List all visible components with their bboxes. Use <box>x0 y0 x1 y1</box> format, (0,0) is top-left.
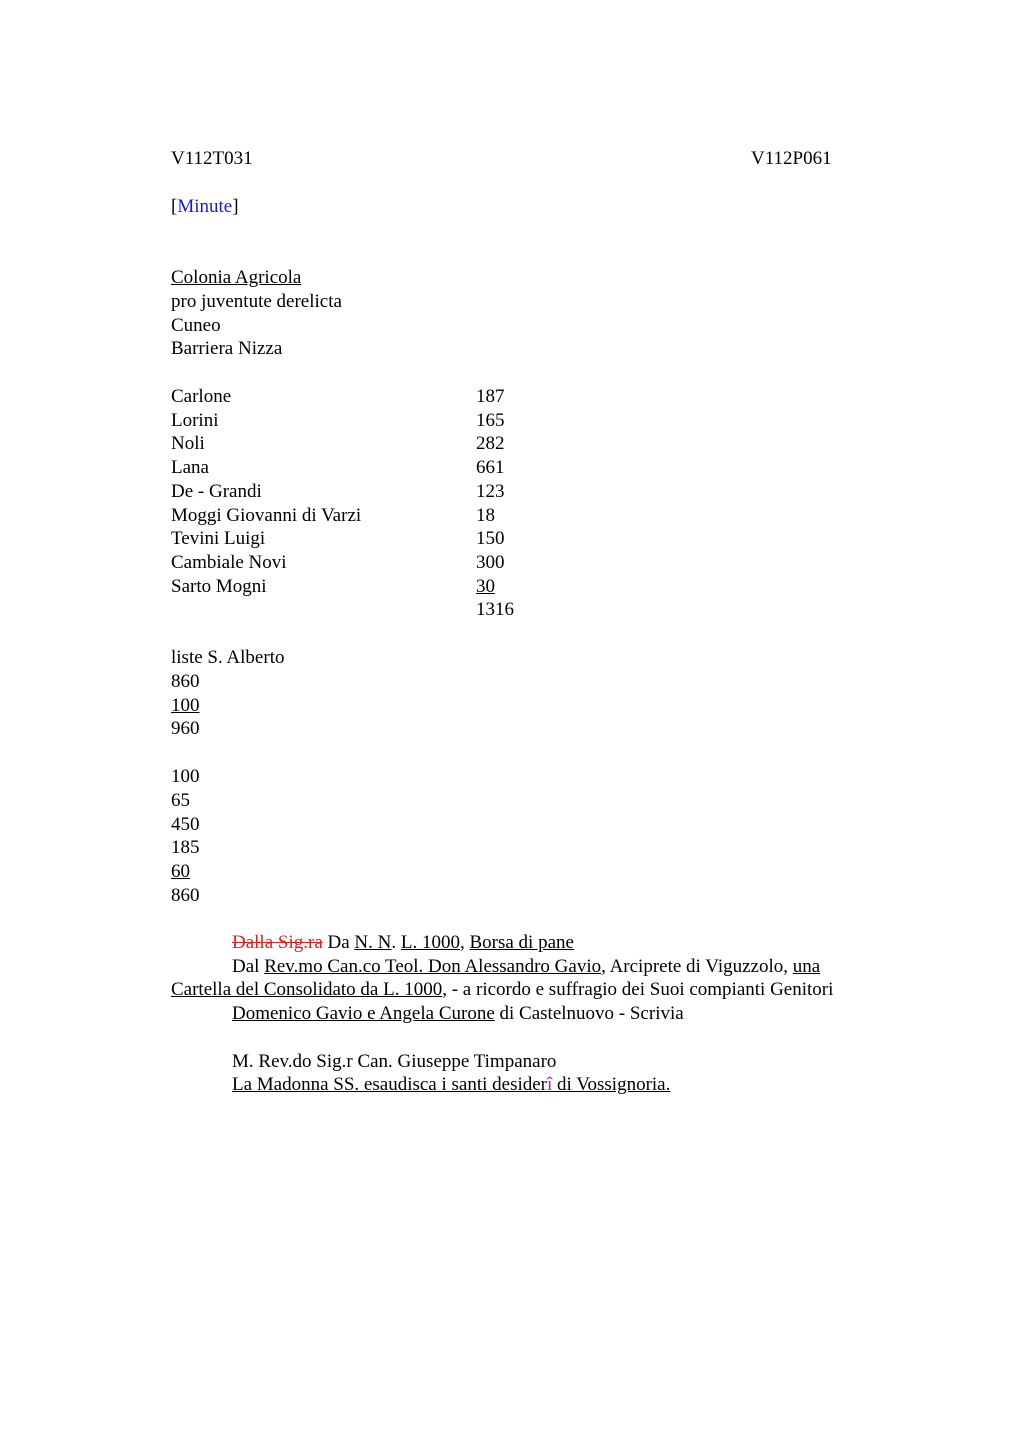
ledger-row <box>171 480 591 504</box>
ledger-name: Cambiale Novi <box>171 552 287 573</box>
bracket-open: [ <box>171 196 178 217</box>
donor-nn: N. N <box>354 932 392 953</box>
document-code-right: V112P061 <box>751 148 832 169</box>
ledger-name: De - Grandi <box>171 481 262 502</box>
ledger-name: Noli <box>171 433 205 454</box>
ledger-value: 300 <box>476 552 505 573</box>
ledger-value: 282 <box>476 433 505 454</box>
donation-amount: L. 1000 <box>400 932 460 953</box>
liste-value: 100 <box>171 694 200 716</box>
ledger-row <box>171 575 591 599</box>
address-line: Barriera Nizza <box>171 338 283 360</box>
liste-title: liste S. Alberto <box>171 647 285 668</box>
ledger-value: 30 <box>476 576 495 597</box>
ledger-row <box>171 527 591 551</box>
sum-value: 450 <box>171 813 200 835</box>
bracket-close: ] <box>232 196 239 217</box>
ledger-name: Moggi Giovanni di Varzi <box>171 505 362 526</box>
donation-line-4: Domenico Gavio e Angela Curone di Castelnuovo - Scrivia <box>232 1003 684 1024</box>
donation-line-2: Dal Rev.mo Can.co Teol. Don Alessandro Gavio, Arciprete di Viguzzolo, una <box>232 956 821 977</box>
ledger-name: Lorini <box>171 410 219 431</box>
ledger-row <box>171 385 591 409</box>
ledger-row <box>171 409 591 433</box>
closing-wish: La Madonna SS. esaudisca i santi desiderî di Vossignoria. <box>232 1074 671 1095</box>
ledger-name: Tevini Luigi <box>171 528 266 549</box>
ledger-row <box>171 432 591 456</box>
ledger-total: 1316 <box>476 599 514 620</box>
ledger-name: Lana <box>171 457 209 478</box>
document-code-left: V112T031 <box>171 148 253 169</box>
minute-tag <box>171 195 239 219</box>
ledger-name: Sarto Mogni <box>171 576 267 597</box>
salutation: M. Rev.do Sig.r Can. Giuseppe Timpanaro <box>232 1051 557 1072</box>
ledger-value: 123 <box>476 481 505 502</box>
sum-value: 100 <box>171 766 200 787</box>
sum-list <box>171 765 200 908</box>
accent-mark: î <box>547 1074 553 1095</box>
ledger-row <box>171 456 591 480</box>
struck-text: Dalla Sig.ra <box>232 932 323 953</box>
donation-cartella: Cartella del Consolidato da L. 1000 <box>171 979 443 1000</box>
ledger-name: Carlone <box>171 386 232 407</box>
parents-names: Domenico Gavio e Angela Curone <box>232 1003 495 1024</box>
ledger-value: 150 <box>476 528 505 549</box>
donation-line-3: Cartella del Consolidato da L. 1000, - a ricordo e suffragio dei Suoi compianti Genitori <box>171 979 834 1000</box>
ledger-value: 165 <box>476 410 505 431</box>
donor-name: Rev.mo Can.co Teol. Don Alessandro Gavio <box>264 956 602 977</box>
address-line: pro juventute derelicta <box>171 290 342 312</box>
ledger-value: 187 <box>476 386 505 407</box>
ledger-total-row <box>171 598 591 622</box>
liste-value: 960 <box>171 718 200 740</box>
sum-value: 65 <box>171 789 190 811</box>
address-block <box>171 266 342 361</box>
sum-value: 60 <box>171 861 190 883</box>
liste-value: 860 <box>171 670 200 692</box>
liste-block <box>171 646 284 741</box>
donation-item: Borsa di pane <box>469 932 574 953</box>
minute-label: Minute <box>177 196 233 217</box>
ledger-row <box>171 551 591 575</box>
address-line: Colonia Agricola <box>171 267 302 288</box>
address-line: Cuneo <box>171 314 221 336</box>
sum-value: 860 <box>171 884 200 906</box>
ledger-value: 661 <box>476 457 505 478</box>
sum-value: 185 <box>171 837 200 859</box>
donation-line-1: Dalla Sig.ra Da N. N. L. 1000, Borsa di pane <box>232 932 574 953</box>
ledger-row <box>171 504 591 528</box>
ledger-value: 18 <box>476 505 495 526</box>
